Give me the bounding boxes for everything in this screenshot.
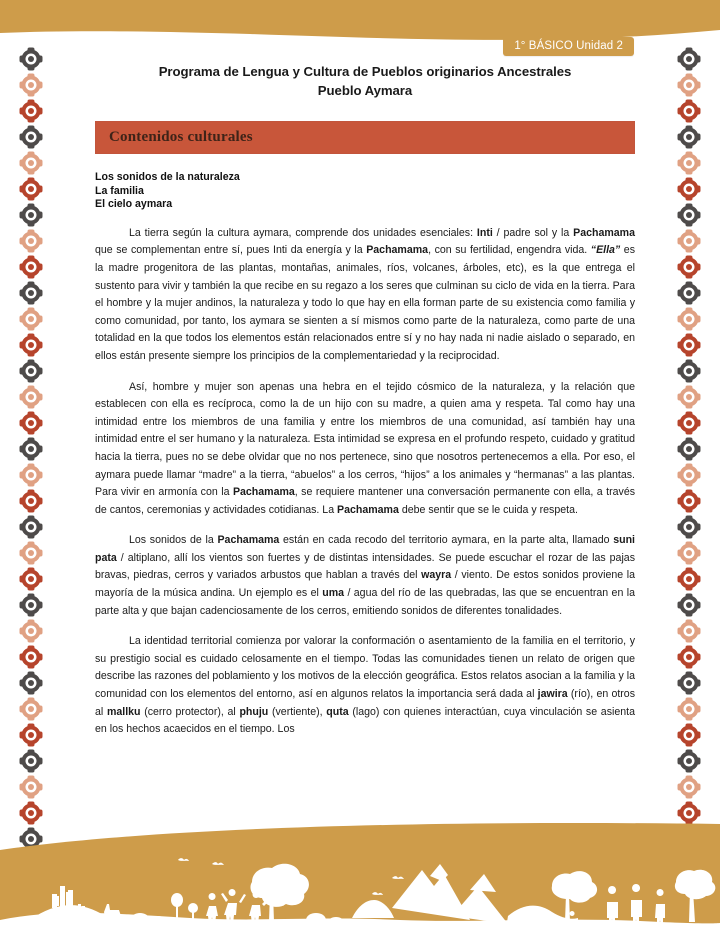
andean-rosette-icon xyxy=(676,280,702,306)
section-banner-label: Contenidos culturales xyxy=(109,129,253,145)
andean-rosette-icon xyxy=(676,228,702,254)
andean-rosette-icon xyxy=(676,774,702,800)
andean-rosette-icon xyxy=(18,124,44,150)
andean-rosette-icon xyxy=(676,540,702,566)
andean-rosette-icon xyxy=(18,358,44,384)
andean-rosette-icon xyxy=(676,618,702,644)
andean-rosette-icon xyxy=(676,566,702,592)
andean-rosette-icon xyxy=(676,358,702,384)
andean-rosette-icon xyxy=(18,748,44,774)
andean-rosette-icon xyxy=(18,72,44,98)
andean-rosette-icon xyxy=(676,176,702,202)
andean-rosette-icon xyxy=(18,280,44,306)
andean-rosette-icon xyxy=(18,436,44,462)
andean-rosette-icon xyxy=(18,384,44,410)
andean-rosette-icon xyxy=(18,540,44,566)
andean-rosette-icon xyxy=(676,488,702,514)
andean-rosette-icon xyxy=(18,514,44,540)
andean-rosette-icon xyxy=(18,488,44,514)
andean-rosette-icon xyxy=(18,332,44,358)
content-column xyxy=(95,62,635,739)
contenidos-item: El cielo aymara xyxy=(95,198,173,211)
andean-rosette-icon xyxy=(676,670,702,696)
body-copy xyxy=(95,225,635,739)
contenidos-item: Los sonidos de la naturaleza xyxy=(95,171,240,183)
bottom-illustration xyxy=(0,820,720,932)
andean-rosette-icon xyxy=(676,384,702,410)
andean-rosette-icon xyxy=(676,696,702,722)
andean-rosette-icon xyxy=(18,566,44,592)
andean-rosette-icon xyxy=(18,254,44,280)
andean-rosette-icon xyxy=(676,410,702,436)
andean-rosette-icon xyxy=(18,696,44,722)
contenidos-item: La familia xyxy=(95,184,144,197)
andean-rosette-icon xyxy=(18,202,44,228)
body-paragraph: La identidad territorial comienza por valorar la conformación o asentamiento de la familia en el territorio, y su prestigio social es cuidado celosamente en el tiempo. Todas las comunidades tienen un relato de origen que describe las razones del poblamiento y los motivos de la elección geográfica. Estos relatos asocian a la familia y la comunidad con los elementos del entorno, así en algunos relatos la importancia será dada al jawira (río), en otros al mallku (cerro protector), al phuju (vertiente), quta (lago) con quienes interactúan, cuya vinculación se asienta en los hechos acaecidos en el tiempo. Los xyxy=(95,635,635,736)
section-banner xyxy=(95,121,635,154)
andean-rosette-icon xyxy=(18,306,44,332)
andean-rosette-icon xyxy=(676,98,702,124)
andean-rosette-icon xyxy=(676,644,702,670)
andean-rosette-icon xyxy=(18,462,44,488)
page-title-line-2: Pueblo Aymara xyxy=(317,83,413,98)
andean-rosette-icon xyxy=(676,748,702,774)
body-paragraph: Así, hombre y mujer son apenas una hebra en el tejido cósmico de la naturaleza, y la relación que establecen con ella es recíproca, como la de un hijo con su madre, a quien ama y respeta. Tal como hay una intimidad entre los miembros de una familia y entre los miembros de una comunidad, así también hay una intimidad entre el ser humano y la naturaleza. Esta intimidad se expresa en el profundo respeto, cuidado y gratitud hacia la tierra, pues no se debe olvidar que no nos pertenece, sino que nosotros pertenecemos a ella. Por eso, el aymara puede llamar “madre” a la tierra, “abuelos” a los cerros, “hijos” a los animales y “hermanas” a las plantas. Para vivir en armonía con la Pachamama, se requiere mantener una conversación permanente con ella, a través de cantos, ceremonias y actividades cotidianas. La Pachamama debe sentir que se le cuida y respeta. xyxy=(95,380,636,516)
left-decorative-border xyxy=(18,46,44,856)
andean-rosette-icon xyxy=(18,618,44,644)
andean-rosette-icon xyxy=(18,46,44,72)
andean-rosette-icon xyxy=(676,202,702,228)
andean-rosette-icon xyxy=(18,644,44,670)
body-paragraph: Los sonidos de la Pachamama están en cada recodo del territorio aymara, en la parte alta, llamado suni pata / altiplano, allí los vientos son fuertes y de distintas intensidades. Se puede escuchar el rozar de las pajas bravas, piedras, cerros y variados arbustos que hablan a través del wayra / viento. De estos sonidos proviene la mayoría de la música andina. Un ejemplo es el uma / agua del río de las quebradas, las que se encuentran en la parte alta y que bajan cadenciosamente de los cerros, emitiendo sonidos de diferentes tonalidades. xyxy=(95,534,635,617)
andean-rosette-icon xyxy=(676,254,702,280)
andean-rosette-icon xyxy=(18,228,44,254)
andean-rosette-icon xyxy=(676,592,702,618)
andean-rosette-icon xyxy=(676,462,702,488)
andean-rosette-icon xyxy=(676,46,702,72)
contenidos-list xyxy=(95,171,635,212)
andean-rosette-icon xyxy=(18,150,44,176)
andean-rosette-icon xyxy=(676,722,702,748)
andean-rosette-icon xyxy=(676,436,702,462)
page-title-line-1: Programa de Lengua y Cultura de Pueblos originarios Ancestrales xyxy=(158,64,572,79)
andean-rosette-icon xyxy=(676,124,702,150)
right-decorative-border xyxy=(676,46,702,856)
andean-rosette-icon xyxy=(18,774,44,800)
andean-rosette-icon xyxy=(676,150,702,176)
unit-badge: 1° BÁSICO Unidad 2 xyxy=(503,37,634,56)
andean-rosette-icon xyxy=(18,670,44,696)
page-title xyxy=(95,62,635,100)
andean-rosette-icon xyxy=(18,176,44,202)
andean-rosette-icon xyxy=(676,332,702,358)
andean-rosette-icon xyxy=(18,722,44,748)
andean-rosette-icon xyxy=(676,514,702,540)
andean-rosette-icon xyxy=(676,72,702,98)
andean-rosette-icon xyxy=(676,306,702,332)
andean-rosette-icon xyxy=(18,592,44,618)
andean-rosette-icon xyxy=(18,410,44,436)
body-paragraph: La tierra según la cultura aymara, comprende dos unidades esenciales: Inti / padre sol y la Pachamama que se complementan entre sí, pues Inti da energía y la Pachamama, con su fertilidad, engendra vida. “Ella” es la madre progenitora de las plantas, montañas, animales, ríos, volcanes, árboles, etc), es la que entrega el sustento para vivir y también la que recibe en su regazo a los seres que culminan su ciclo de vida en la tierra. Para el hombre y la mujer andinos, la naturaleza y todo lo que hay en ella forman parte de su existencia como familia y como comunidad, por tanto, los aymara se sienten a sí mismos como parte de la naturaleza, como parte de una totalidad en la que todos los elementos están relacionados entre sí y no hay nada ni nadie aislado o separado, en ellos están presente siempre los principios de la complementariedad y la reciprocidad. xyxy=(95,226,635,362)
andean-rosette-icon xyxy=(18,98,44,124)
